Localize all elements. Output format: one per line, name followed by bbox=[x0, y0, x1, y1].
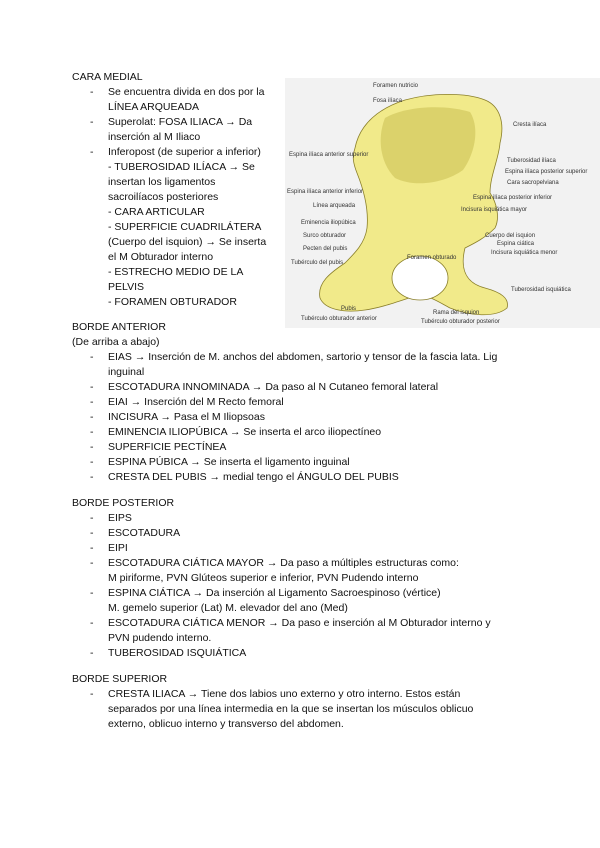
bullet-dash: - bbox=[90, 381, 94, 393]
bullet-dash: - bbox=[90, 617, 94, 629]
label-pubis: Pubis bbox=[341, 306, 357, 312]
list-item-continuation: - TUBEROSIDAD ILÍACA → Se bbox=[108, 161, 255, 173]
bullet-dash: - bbox=[90, 688, 94, 700]
bullet-dash: - bbox=[90, 471, 94, 483]
label-eips: Espina ilíaca posterior superior bbox=[505, 169, 588, 175]
bullet-dash: - bbox=[90, 527, 94, 539]
label-foramen-obturado: Foramen obturado bbox=[407, 255, 457, 261]
bullet-dash: - bbox=[90, 411, 94, 423]
label-eipi: Espina ilíaca posterior inferior bbox=[473, 195, 553, 201]
label-tuberculo-obturador-posterior: Tubérculo obturador posterior bbox=[421, 319, 500, 325]
list-item-continuation: insertan los ligamentos bbox=[108, 176, 216, 188]
label-cuerpo-isquion: Cuerpo del isquion bbox=[485, 233, 536, 239]
obturator-foramen bbox=[392, 256, 448, 300]
list-item-continuation: M. gemelo superior (Lat) M. elevador del ano (Med) bbox=[108, 602, 348, 614]
label-tuberosidad-iliaca: Tuberosidad ilíaca bbox=[507, 158, 556, 164]
bullet-dash: - bbox=[90, 146, 94, 158]
label-rama-isquion: Rama del isquion bbox=[433, 310, 480, 316]
label-incisura-mayor: Incisura isquiática mayor bbox=[461, 207, 528, 213]
list-item-continuation: (Cuerpo del isquion) → Se inserta bbox=[108, 236, 267, 248]
list-item-continuation: sacroilíacos posteriores bbox=[108, 191, 219, 203]
label-eminencia: Eminencia iliopúbica bbox=[301, 220, 356, 226]
document-page: CARA MEDIAL - Se encuentra divida en dos por la LÍNEA ARQUEADA - Superolat: FOSA ILIACA → Da inserción al M Iliaco - Inferopost (de superior a inferior) - TUBEROSIDAD ILÍACA → Se insertan los ligamentos sacroilíacos posteriores - CARA ARTICULAR - SUPERFICIE CUADRILÁTERA (Cuerpo del isquion) → Se inserta el M Obturador interno - ESTRECHO MEDIO DE LA PELVIS - FORAMEN OBTURADOR Foramen nutricio Fosa ilíaca Cresta ilíaca Espina ilíaca anterior superior Tuberosidad ilíaca Espina ilíaca posterior superior Cara sacropelviana Espina ilíaca anterior inferior Espina ilíaca posterior inferior Línea arqueada Incisura isquiática mayor Eminencia iliopúbica Cuerpo del isquion Espina ciática Surco obturador Incisura isquiática menor Pecten del pubis Foramen obturado Tubérculo del pubis Tuberosidad isquiática Pubis Tubérculo obturador anterior Rama del isquion Tubérculo obturador posterior BORDE ANTERIOR (De arriba a abajo) - EIAS → Inserción de M. anchos del abdomen, sartorio y tensor de la fascia lata. Lig inguinal - ESCOTADURA INNOMINADA → Da paso al N Cutaneo femoral lateral - EIAI → Inserción del M Recto femoral - INCISURA → Pasa el M Iliopsoas - EMINENCIA ILIOPÚBICA → Se inserta el arco iliopectíneo - SUPERFICIE PECTÍNEA - ESPINA PÚBICA → Se inserta el ligamento inguinal - CRESTA DEL PUBIS → medial tengo el ÁNGULO DEL PUBIS BORDE POSTERIOR - EIPS - ESCOTADURA - EIPI - ESCOTADURA CIÁTICA MAYOR → Da paso a múltiples estructuras como: M piriforme, PVN Glúteos superior e inferior, PVN Pudendo interno - ESPINA CIÁTICA → Da inserción al Ligamento Sacroespinoso (vértice) M. gemelo superior (Lat) M. elevador del ano (Med) - ESCOTADURA CIÁTICA MENOR → Da paso e inserción al M Obturador interno y PVN pudendo interno. - TUBEROSIDAD ISQUIÁTICA BORDE SUPERIOR - CRESTA ILIACA → Tiene dos labios uno externo y otro interno. Estos están separados por una línea intermedia en la que se insertan los músculos oblicuo externo, oblicuo interno y transverso del abdomen. bbox=[0, 0, 600, 848]
bullet-dash: - bbox=[90, 647, 94, 659]
label-eias: Espina ilíaca anterior superior bbox=[289, 152, 369, 158]
bullet-dash: - bbox=[90, 396, 94, 408]
label-cara-auricular: Cara sacropelviana bbox=[507, 180, 559, 186]
label-cresta-iliaca: Cresta ilíaca bbox=[513, 122, 547, 128]
bullet-dash: - bbox=[90, 426, 94, 438]
list-item-continuation: externo, oblicuo interno y transverso del abdomen. bbox=[108, 718, 344, 730]
section-subtitle: (De arriba a abajo) bbox=[72, 336, 160, 348]
label-pecten: Pecten del pubis bbox=[303, 246, 348, 252]
section-heading-borde-anterior: BORDE ANTERIOR bbox=[72, 321, 166, 333]
list-item-continuation: inserción al M Iliaco bbox=[108, 131, 201, 143]
section-heading-borde-posterior: BORDE POSTERIOR bbox=[72, 497, 175, 509]
label-foramen-nutricio: Foramen nutricio bbox=[373, 83, 419, 89]
label-incisura-menor: Incisura isquiática menor bbox=[491, 250, 558, 256]
list-item-continuation: - SUPERFICIE CUADRILÁTERA bbox=[108, 221, 262, 233]
list-item-continuation: - FORAMEN OBTURADOR bbox=[108, 296, 237, 308]
list-item-continuation: LÍNEA ARQUEADA bbox=[108, 101, 200, 113]
bullet-dash: - bbox=[90, 542, 94, 554]
section-heading-cara-medial: CARA MEDIAL bbox=[72, 71, 143, 83]
label-linea-arqueada: Línea arqueada bbox=[313, 203, 356, 209]
list-item-continuation: - CARA ARTICULAR bbox=[108, 206, 205, 218]
list-item-continuation: inguinal bbox=[108, 366, 145, 378]
bullet-dash: - bbox=[90, 351, 94, 363]
section-heading-borde-superior: BORDE SUPERIOR bbox=[72, 673, 168, 685]
bullet-dash: - bbox=[90, 512, 94, 524]
label-tuberculo-pubis: Tubérculo del pubis bbox=[291, 260, 344, 266]
bullet-dash: - bbox=[90, 116, 94, 128]
bullet-dash: - bbox=[90, 441, 94, 453]
list-item-continuation: - ESTRECHO MEDIO DE LA bbox=[108, 266, 244, 278]
label-surco-obturador: Surco obturador bbox=[303, 233, 347, 239]
label-tuberosidad-isquiatica: Tuberosidad isquiática bbox=[511, 287, 571, 293]
label-eiai: Espina ilíaca anterior inferior bbox=[287, 189, 364, 195]
list-item-continuation: el M Obturador interno bbox=[108, 251, 214, 263]
list-item-continuation: PVN pudendo interno. bbox=[108, 632, 212, 644]
list-item-continuation: separados por una línea intermedia en la que se insertan los músculos oblicuo bbox=[108, 703, 474, 715]
bullet-dash: - bbox=[90, 587, 94, 599]
bullet-dash: - bbox=[90, 456, 94, 468]
bullet-dash: - bbox=[90, 557, 94, 569]
list-item-continuation: PELVIS bbox=[108, 281, 144, 293]
list-item-continuation: M piriforme, PVN Glúteos superior e inferior, PVN Pudendo interno bbox=[108, 572, 419, 584]
label-fosa-iliaca: Fosa ilíaca bbox=[373, 98, 403, 104]
bullet-dash: - bbox=[90, 86, 94, 98]
label-tuberculo-obturador-anterior: Tubérculo obturador anterior bbox=[301, 316, 377, 322]
hip-bone-medial-view-figure bbox=[285, 78, 600, 328]
label-espina-ciatica: Espina ciática bbox=[497, 241, 535, 247]
